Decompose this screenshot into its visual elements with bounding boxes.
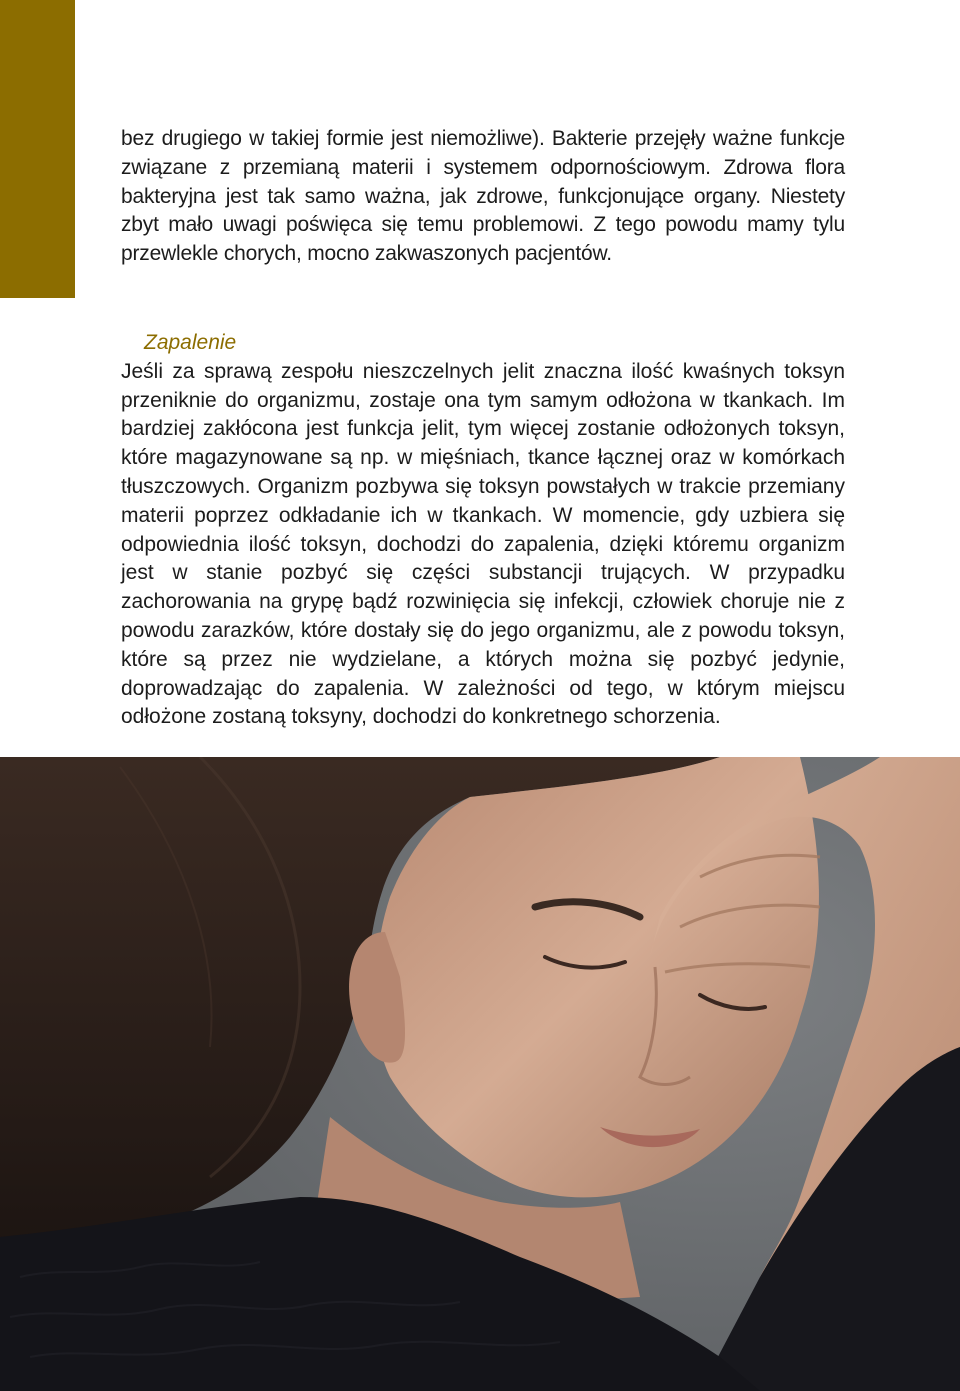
section-zapalenie (121, 329, 845, 732)
section-heading: Zapalenie (144, 331, 237, 354)
intro-paragraph: bez drugiego w takiej formie jest niemożliwe). Bakterie przejęły ważne funkcje związane z przemianą materii i systemem odpornościowym. Zdrowa flora bakteryjna jest tak samo ważna, jak zdrowe, funkcjonujące organy. Niestety zbyt mało uwagi poświęca się temu problemowi. Z tego powodu mamy tylu przewlekle chorych, mocno zakwaszonych pacjentów. (121, 127, 845, 266)
section-body: Jeśli za sprawą zespołu nieszczelnych jelit znaczna ilość kwaśnych toksyn przeniknie do organizmu, zostaje ona tym samym odłożona w tkankach. Im bardziej zakłócona jest funkcja jelit, tym więcej zostanie odłożonych toksyn, które magazynowane są np. w mięśniach, tkance łącznej oraz w komórkach tłuszczowych. Organizm pozbywa się toksyn powstałych w trakcie przemiany materii poprzez odkładanie ich w tkankach. W momencie, gdy uzbiera się odpowiednia ilość toksyn, dochodzi do zapalenia, dzięki któremu organizm jest w stanie pozbyć się części substancji trujących. W przypadku zachorowania na grypę bądź rozwinięcia się infekcji, człowiek choruje nie z powodu zarazków, które dostały się do jego organizmu, ale z powodu toksyn, które są przez nie wydzielane, a których można się pozbyć jedynie, doprowadzając do zapalenia. W zależności od tego, w którym miejscu odłożone zostaną toksyny, dochodzi do konkretnego schorzenia. (121, 359, 845, 729)
accent-bar (0, 0, 75, 298)
photo-woman-headache (0, 757, 960, 1391)
